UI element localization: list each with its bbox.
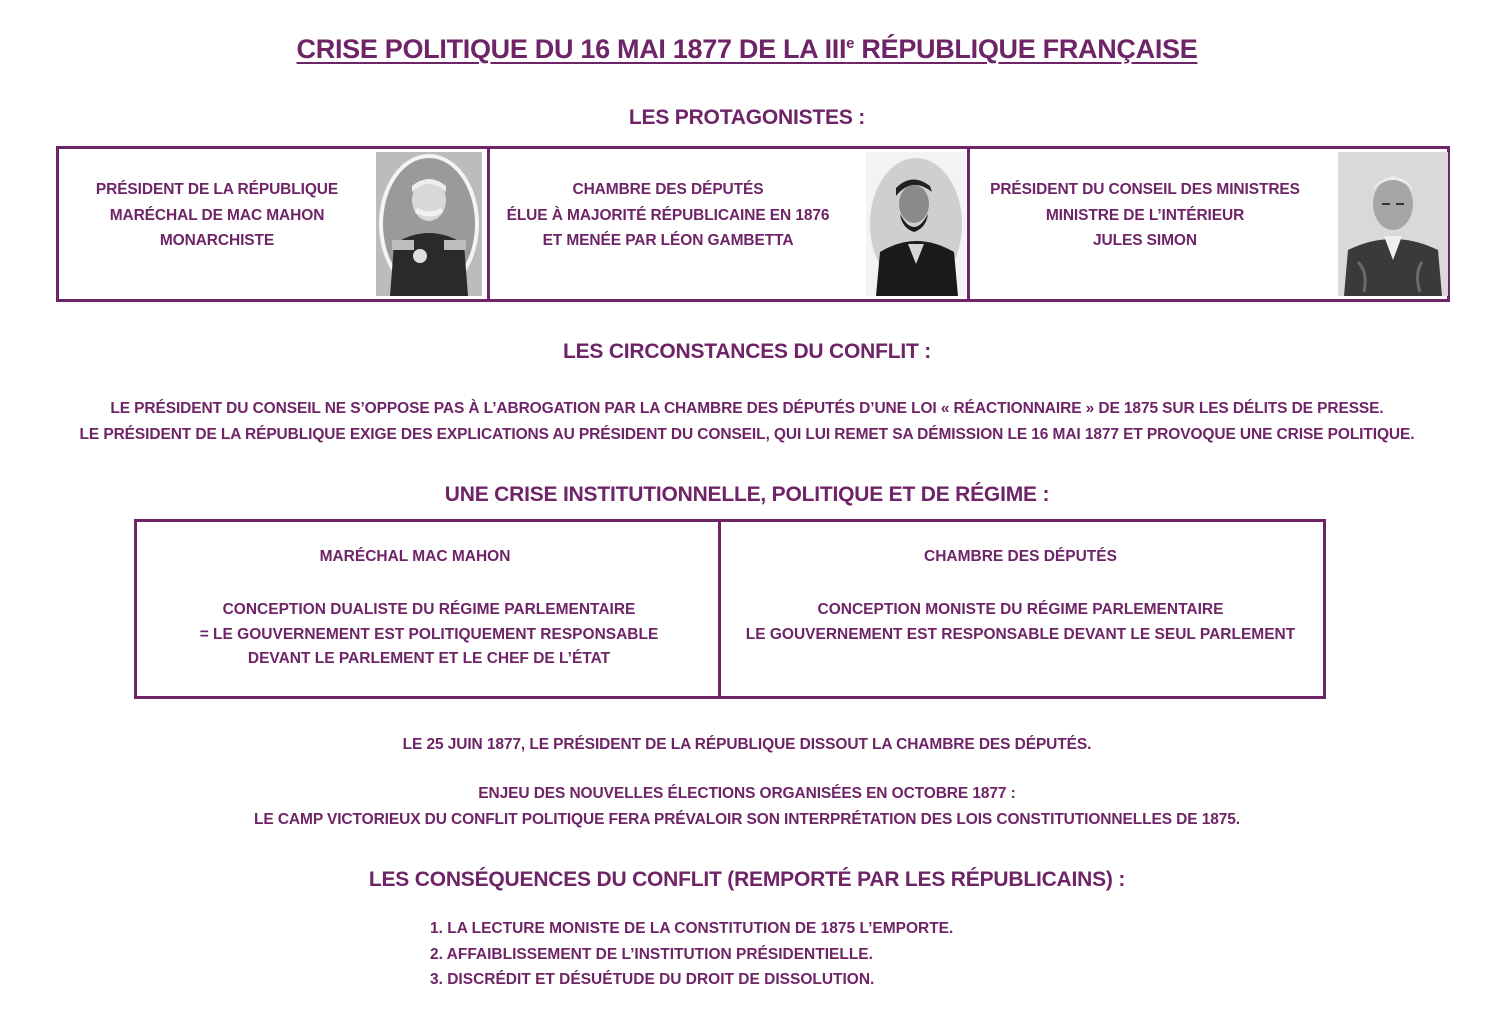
- dissolution-text: LE 25 JUIN 1877, LE PRÉSIDENT DE LA RÉPUBLIQUE DISSOUT LA CHAMBRE DES DÉPUTÉS.: [402, 736, 1092, 753]
- crisis-left-text: [137, 598, 721, 672]
- protagonist-line: MARÉCHAL DE MAC MAHON: [109, 206, 325, 224]
- protagonist-line: MINISTRE DE L’INTÉRIEUR: [1045, 206, 1245, 224]
- list-item: 1. LA LECTURE MONISTE DE LA CONSTITUTION DE 1875 L’EMPORTE.: [430, 920, 954, 937]
- protagonist-line: ET MENÉE PAR LÉON GAMBETTA: [542, 232, 794, 249]
- crisis-left-title: MARÉCHAL MAC MAHON: [319, 548, 511, 565]
- protagonist-line: PRÉSIDENT DE LA RÉPUBLIQUE: [95, 181, 339, 198]
- consequences-list: [430, 916, 953, 993]
- stakes-line: ENJEU DES NOUVELLES ÉLECTIONS ORGANISÉES EN OCTOBRE 1877 :: [478, 785, 1016, 802]
- protagonists-table: [56, 146, 1450, 302]
- portrait-jules-simon-icon: [1338, 152, 1448, 296]
- list-item: 2. AFFAIBLISSEMENT DE L’INSTITUTION PRÉSIDENTIELLE.: [430, 945, 873, 963]
- crisis-heading: UNE CRISE INSTITUTIONNELLE, POLITIQUE ET DE RÉGIME :: [444, 483, 1050, 506]
- stakes-text: [0, 781, 1494, 833]
- page-title: CRISE POLITIQUE DU 16 MAI 1877 DE LA IIIe RÉPUBLIQUE FRANÇAISE: [296, 34, 1198, 64]
- consequences-heading: LES CONSÉQUENCES DU CONFLIT (REMPORTÉ PAR LES RÉPUBLICAINS) :: [368, 868, 1126, 891]
- protagonists-heading: LES PROTAGONISTES :: [628, 106, 866, 129]
- portrait-mac-mahon-icon: [376, 152, 482, 296]
- protagonist-chamber: [487, 149, 967, 299]
- crisis-left-line: CONCEPTION DUALISTE DU RÉGIME PARLEMENTAIRE: [222, 601, 636, 618]
- protagonist-line: PRÉSIDENT DU CONSEIL DES MINISTRES: [990, 181, 1300, 198]
- circumstances-heading: LES CIRCONSTANCES DU CONFLIT :: [562, 340, 932, 363]
- circumstances-text: [0, 396, 1494, 448]
- protagonist-line: JULES SIMON: [1093, 232, 1197, 249]
- list-item: 3. DISCRÉDIT ET DÉSUÉTUDE DU DROIT DE DISSOLUTION.: [430, 971, 875, 988]
- crisis-right-title: CHAMBRE DES DÉPUTÉS: [924, 548, 1117, 565]
- crisis-table: [134, 519, 1326, 699]
- circumstances-line: LE PRÉSIDENT DU CONSEIL NE S’OPPOSE PAS À L’ABROGATION PAR LA CHAMBRE DES DÉPUTÉS D’UNE LOI « RÉACTIONNAIRE » DE 1875 SUR LES DÉLITS DE PRESSE.: [110, 400, 1384, 417]
- protagonist-president: [59, 149, 487, 299]
- crisis-left-line: DEVANT LE PARLEMENT ET LE CHEF DE L’ÉTAT: [247, 650, 611, 667]
- protagonist-council: [967, 149, 1447, 299]
- crisis-right-text: [721, 598, 1320, 647]
- crisis-right-line: LE GOUVERNEMENT EST RESPONSABLE DEVANT LE SEUL PARLEMENT: [745, 625, 1296, 643]
- crisis-column-mac-mahon: [137, 522, 721, 696]
- stakes-line: LE CAMP VICTORIEUX DU CONFLIT POLITIQUE FERA PRÉVALOIR SON INTERPRÉTATION DES LOIS CONSTITUTIONNELLES DE 1875.: [254, 811, 1240, 828]
- protagonist-line: ÉLUE À MAJORITÉ RÉPUBLICAINE EN 1876: [506, 206, 830, 224]
- protagonist-line: CHAMBRE DES DÉPUTÉS: [572, 181, 764, 198]
- crisis-right-line: CONCEPTION MONISTE DU RÉGIME PARLEMENTAIRE: [817, 601, 1224, 618]
- protagonist-line: MONARCHISTE: [159, 232, 275, 249]
- portrait-gambetta-icon: [866, 152, 966, 296]
- crisis-column-chamber: [721, 522, 1323, 696]
- circumstances-line: LE PRÉSIDENT DE LA RÉPUBLIQUE EXIGE DES EXPLICATIONS AU PRÉSIDENT DU CONSEIL, QUI LUI REMET SA DÉMISSION LE 16 MAI 1877 ET PROVOQUE UNE CRISE POLITIQUE.: [79, 426, 1415, 443]
- crisis-left-line: = LE GOUVERNEMENT EST POLITIQUEMENT RESPONSABLE: [199, 625, 659, 643]
